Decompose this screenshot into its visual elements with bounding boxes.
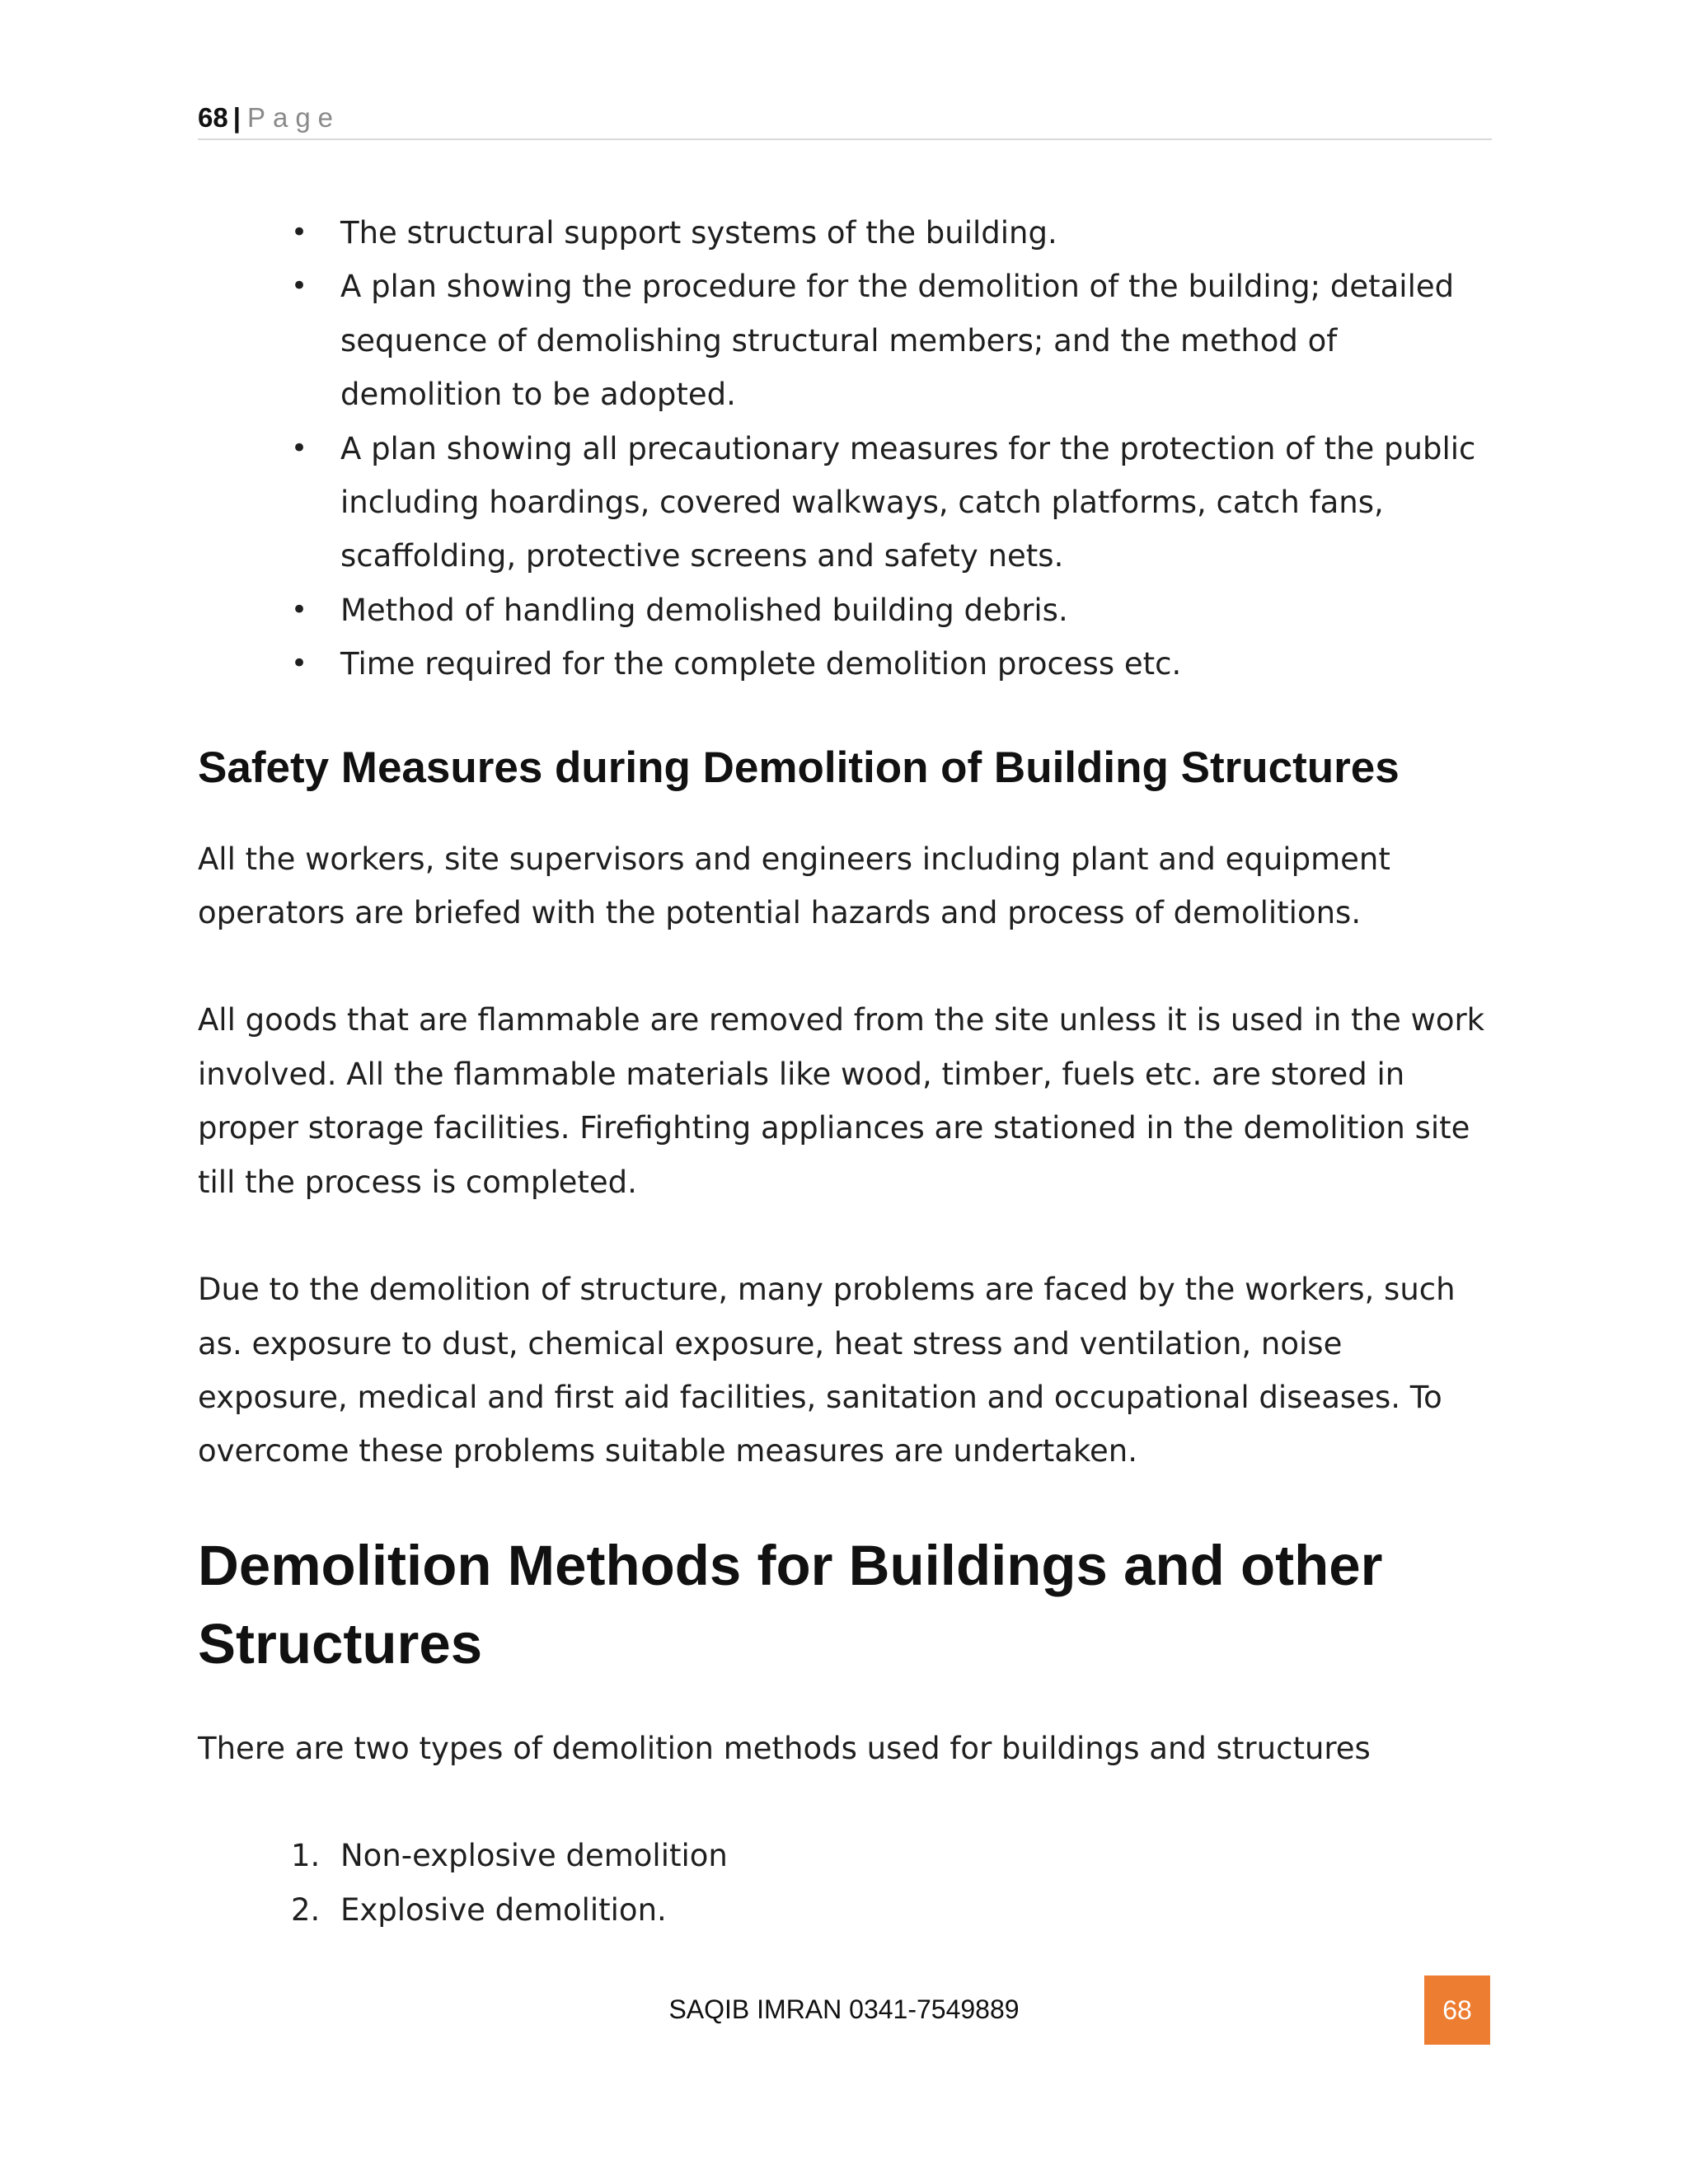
- list-number: 2.: [291, 1891, 321, 1928]
- chapter-intro: There are two types of demolition methods used for buildings and structures: [198, 1730, 1371, 1766]
- paragraph: Due to the demolition of structure, many problems are faced by the workers, such as. exposure to dust, chemical exposure, heat stress and ventilation, noise exposure, medical and first aid facilities, sanitation and occupational diseases. To overcome these problems suitable measures are undertaken.: [198, 1272, 1456, 1469]
- paragraph: All the workers, site supervisors and engineers including plant and equipment operators are briefed with the potential hazards and process of demolitions.: [198, 841, 1390, 931]
- chapter-heading: Demolition Methods for Buildings and other Structures: [198, 1533, 1383, 1675]
- list-item: • Method of handling demolished building debris.: [340, 583, 1500, 637]
- paragraph: All goods that are flammable are removed from the site unless it is used in the work involved. All the flammable materials like wood, timber, fuels etc. are stored in proper storage facilities. Firefighting appliances are stationed in the demolition site till the process is completed.: [198, 1002, 1485, 1200]
- list-item: [291, 1829, 1500, 1882]
- methods-list: [198, 1829, 1500, 1937]
- list-number: 1.: [291, 1838, 321, 1874]
- list-item: • Time required for the complete demolition process etc.: [340, 637, 1500, 691]
- header-page-number: 68: [198, 102, 228, 133]
- requirements-list: [198, 206, 1500, 691]
- list-item: • A plan showing the procedure for the demolition of the building; detailed sequence of demolishing structural members; and the method of demolition to be adopted.: [340, 260, 1500, 421]
- page-number-badge: 68: [1424, 1975, 1490, 2045]
- header-page-label: Page: [246, 102, 341, 133]
- header-separator: |: [232, 102, 241, 133]
- list-item: • A plan showing all precautionary measures for the protection of the public including hoardings, covered walkways, catch platforms, catch fans, scaffolding, protective screens and safety nets.: [340, 422, 1500, 583]
- list-item: • The structural support systems of the building.: [340, 206, 1500, 260]
- page-header: [198, 97, 1492, 140]
- list-item-text: Non-explosive demolition: [340, 1838, 728, 1874]
- page-content: [198, 206, 1500, 1937]
- list-item-text: Explosive demolition.: [340, 1891, 667, 1928]
- footer-author: SAQIB IMRAN 0341-7549889: [668, 1994, 1020, 2024]
- section-heading: Safety Measures during Demolition of Building Structures: [198, 743, 1400, 792]
- list-item: [291, 1883, 1500, 1937]
